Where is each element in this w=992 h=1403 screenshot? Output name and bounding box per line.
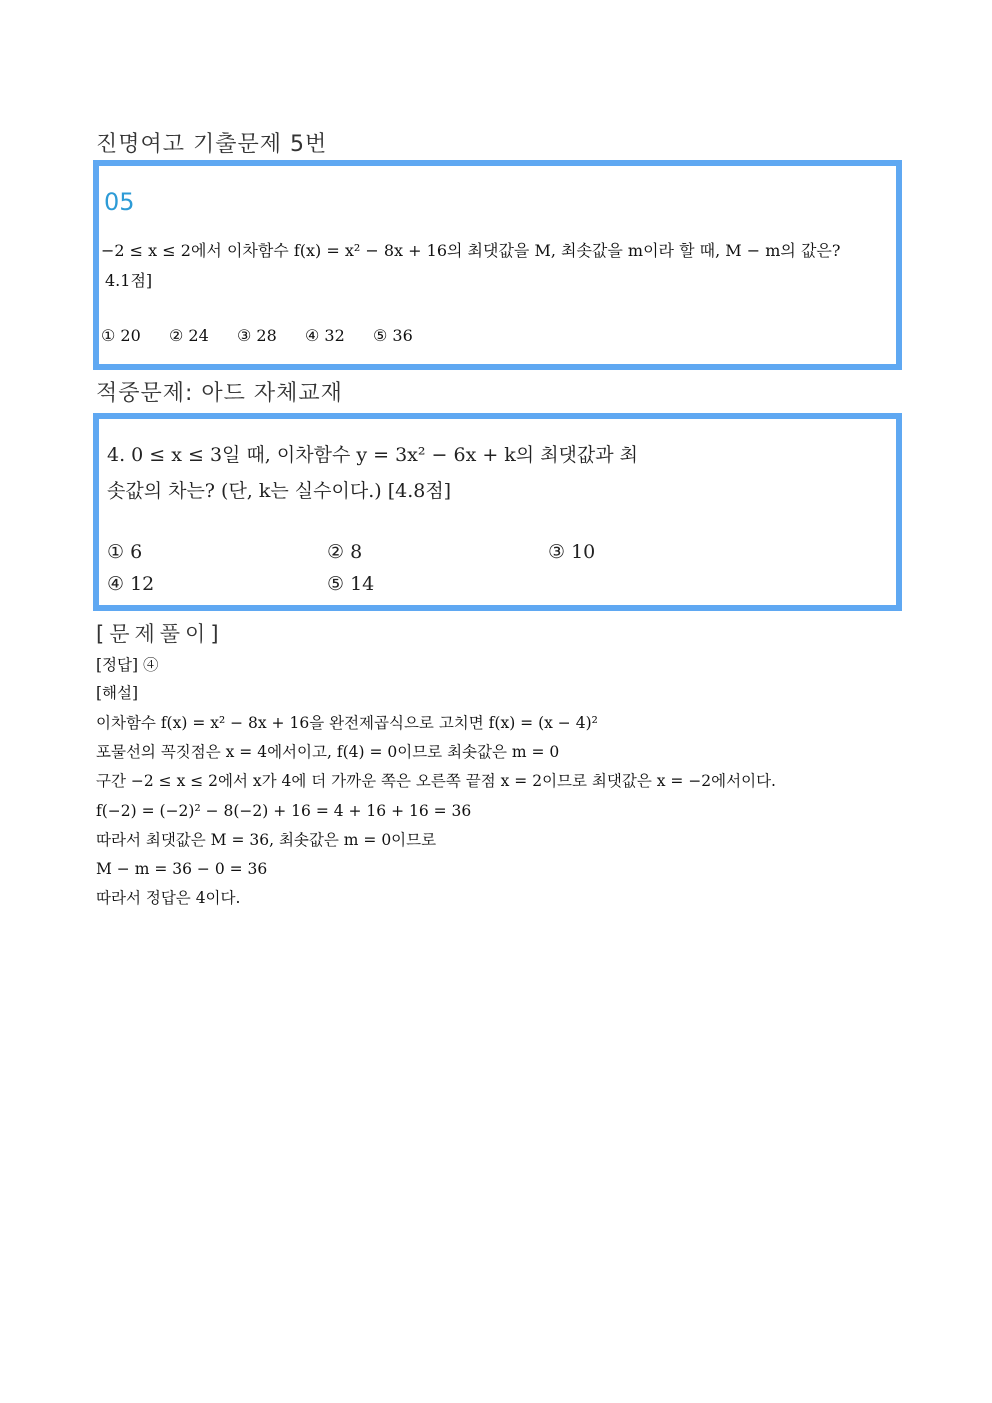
explanation-line-4: f(−2) = (−2)² − 8(−2) + 16 = 4 + 16 + 16 = 36 bbox=[96, 802, 472, 820]
choice-2: ② 24 bbox=[169, 326, 209, 345]
explanation-label: [해설] bbox=[96, 684, 139, 702]
explanation-line-7: 따라서 정답은 4이다. bbox=[96, 889, 241, 907]
explanation-line-1: 이차함수 f(x) = x² − 8x + 16을 완전제곱식으로 고치면 f(x) = (x − 4)² bbox=[96, 714, 598, 732]
choice-5: ⑤ 36 bbox=[373, 326, 413, 345]
question-number: 05 bbox=[104, 188, 135, 216]
matched-choice-3: ③ 10 bbox=[548, 541, 596, 563]
explanation-line-2: 포물선의 꼭짓점은 x = 4에서이고, f(4) = 0이므로 최솟값은 m = 0 bbox=[96, 743, 560, 761]
matched-question-text-cont: 솟값의 차는? (단, k는 실수이다.) [4.8점] bbox=[107, 480, 452, 502]
question-box-matched bbox=[93, 413, 902, 611]
matched-question-text: 4. 0 ≤ x ≤ 3일 때, 이차함수 y = 3x² − 6x + k의 최댓값과 최 bbox=[107, 444, 639, 466]
choice-4: ④ 32 bbox=[305, 326, 345, 345]
source-heading: 진명여고 기출문제 5번 bbox=[96, 132, 328, 157]
choice-1: ① 20 bbox=[101, 326, 141, 345]
explanation-line-6: M − m = 36 − 0 = 36 bbox=[96, 860, 268, 878]
choice-3: ③ 28 bbox=[237, 326, 277, 345]
matched-choice-2: ② 8 bbox=[327, 541, 363, 563]
question-score: 4.1점] bbox=[105, 271, 153, 290]
answer-line: [정답] ④ bbox=[96, 656, 159, 674]
question-box-original bbox=[93, 160, 902, 370]
matched-choice-1: ① 6 bbox=[107, 541, 143, 563]
explanation-line-3: 구간 −2 ≤ x ≤ 2에서 x가 4에 더 가까운 쪽은 오른쪽 끝점 x = 2이므로 최댓값은 x = −2에서이다. bbox=[96, 772, 776, 790]
matched-problem-heading: 적중문제: 아드 자체교재 bbox=[96, 381, 343, 406]
solution-title: [문제풀이] bbox=[96, 622, 224, 646]
matched-choice-4: ④ 12 bbox=[107, 573, 155, 595]
question-text: −2 ≤ x ≤ 2에서 이차함수 f(x) = x² − 8x + 16의 최댓값을 M, 최솟값을 m이라 할 때, M − m의 값은? bbox=[101, 241, 841, 260]
matched-choice-5: ⑤ 14 bbox=[327, 573, 375, 595]
explanation-line-5: 따라서 최댓값은 M = 36, 최솟값은 m = 0이므로 bbox=[96, 831, 437, 849]
